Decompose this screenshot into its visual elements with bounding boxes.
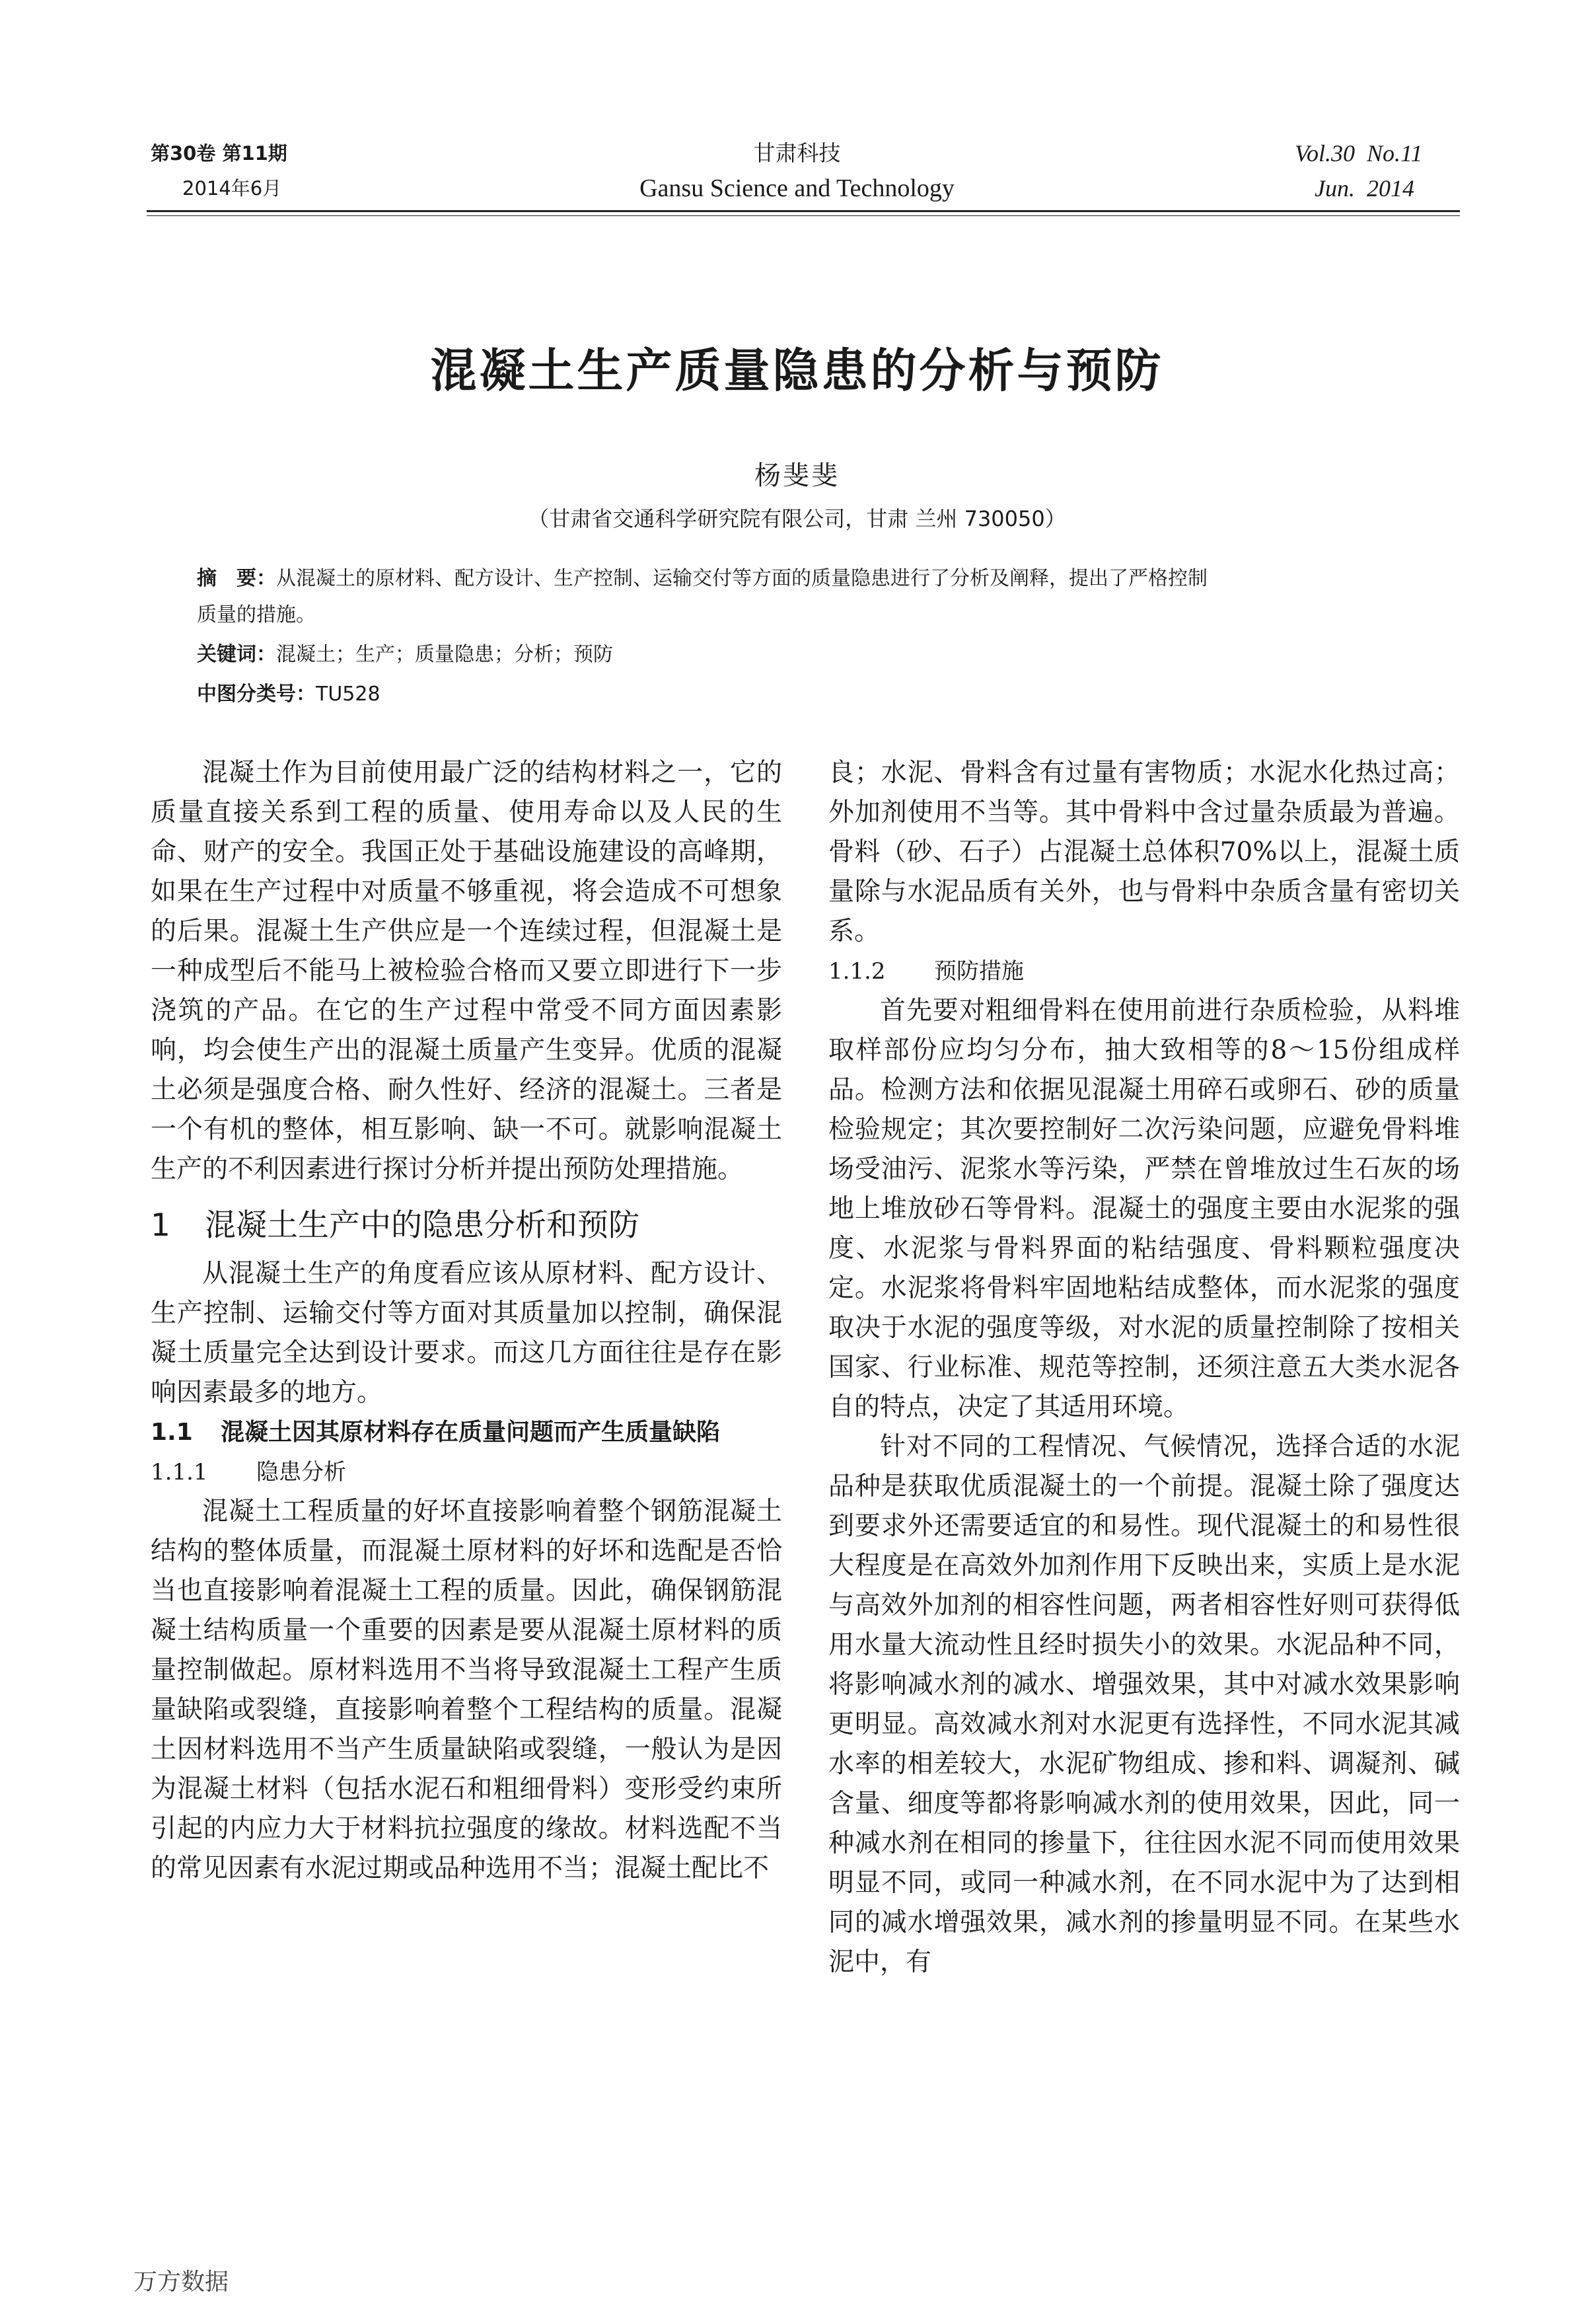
abstract-label: 摘 要： [197, 567, 276, 590]
abstract-line2: 质量的措施。 [197, 603, 316, 626]
section-1-1-2-heading [828, 952, 1460, 991]
journal-name-cn: 甘肃科技 [753, 140, 841, 166]
right-column [828, 753, 1460, 1982]
page-title: 混凝土生产质量隐患的分析与预防 [430, 344, 1164, 398]
section-1-1-1-number: 1.1.1 [151, 1459, 208, 1485]
section-1-title: 混凝土生产中的隐患分析和预防 [205, 1207, 639, 1244]
left-column [151, 753, 782, 1889]
prevention-paragraph-2: 针对不同的工程情况、气候情况，选择合适的水泥品种是获取优质混凝土的一个前提。混凝土除了强度达到要求外还需要适宜的和易性。现代混凝土的和易性很大程度是在高效外加剂作用下反映出来，实质上是水泥与高效外加剂的相容性问题，两者相容性好则可获得低用水量大流动性且经时损失小的效果。水泥品种不同，将影响减水剂的减水、增强效果，其中对减水效果影响更明显。高效减水剂对水泥更有选择性，不同水泥其减水率的相差较大，水泥矿物组成、掺和料、调凝剂、碱含量、细度等都将影响减水剂的使用效果，因此，同一种减水剂在相同的掺量下，往往因水泥不同而使用效果明显不同，或同一种减水剂，在不同水泥中为了达到相同的减水增强效果，减水剂的掺量明显不同。在某些水泥中，有 [828, 1432, 1460, 1977]
section-1-1-heading [151, 1413, 782, 1452]
section-1-1-2-title: 预防措施 [934, 958, 1024, 985]
section-1-heading [151, 1204, 782, 1248]
classification-line [197, 677, 380, 712]
journal-volume-en: Vol.30 No.11 [1295, 140, 1423, 167]
section-1-1-1-heading [151, 1452, 782, 1492]
journal-volume-issue: 第30卷 第11期 [151, 142, 287, 165]
prevention-paragraph-1: 首先要对粗细骨料在使用前进行杂质检验，从料堆取样部份应均匀分布，抽大致相等的8～15份组成样品。检测方法和依据见混凝土用碎石或卵石、砂的质量检验规定；其次要控制好二次污染问题，应避免骨料堆场受油污、泥浆水等污染，严禁在曾堆放过生石灰的场地上堆放砂石等骨料。混凝土的强度主要由水泥浆的强度、水泥浆与骨料界面的粘结强度、骨料颗粒强度决定。水泥浆将骨料牢固地粘结成整体，而水泥浆的强度取决于水泥的强度等级，对水泥的质量控制除了按相关国家、行业标准、规范等控制，还须注意五大类水泥各自的特点，决定了其适用环境。 [828, 996, 1460, 1422]
section-1-1-number: 1.1 [151, 1419, 193, 1446]
journal-date-en: Jun. 2014 [1315, 175, 1414, 202]
section-1-paragraph: 从混凝土生产的角度看应该从原材料、配方设计、生产控制、运输交付等方面对其质量加以控制，确保混凝土质量完全达到设计要求。而这几方面往往是存在影响因素最多的地方。 [151, 1259, 782, 1407]
author-name: 杨斐斐 [754, 461, 840, 491]
section-1-number: 1 [151, 1207, 170, 1244]
keywords-text: 混凝土；生产；质量隐患；分析；预防 [276, 643, 613, 666]
classification-label: 中图分类号： [197, 683, 316, 706]
continued-paragraph: 良；水泥、骨料含有过量有害物质；水泥水化热过高；外加剂使用不当等。其中骨料中含过量杂质最为普遍。骨料（砂、石子）占混凝土总体积70%以上，混凝土质量除与水泥品质有关外，也与骨料中杂质含量有密切关系。 [828, 758, 1460, 946]
journal-date: 2014年6月 [182, 177, 282, 200]
section-1-1-1-title: 隐患分析 [256, 1459, 346, 1485]
classification-code: TU528 [316, 683, 380, 706]
header-rule-thin [147, 215, 1460, 216]
footer-watermark: 万方数据 [133, 2268, 229, 2296]
journal-name-en: Gansu Science and Technology [639, 174, 955, 202]
section-1-1-2-number: 1.1.2 [828, 958, 886, 985]
keywords-line [197, 638, 613, 672]
section-1-1-1-paragraph: 混凝土工程质量的好坏直接影响着整个钢筋混凝土结构的整体质量，而混凝土原材料的好坏和选配是否恰当也直接影响着混凝土工程的质量。因此，确保钢筋混凝土结构质量一个重要的因素是要从混凝土原材料的质量控制做起。原材料选用不当将导致混凝土工程产生质量缺陷或裂缝，直接影响着整个工程结构的质量。混凝土因材料选用不当产生质量缺陷或裂缝，一般认为是因为混凝土材料（包括水泥石和粗细骨料）变形受约束所引起的内应力大于材料抗拉强度的缘故。材料选配不当的常见因素有水泥过期或品种选用不当；混凝土配比不 [151, 1497, 782, 1883]
abstract-text: 从混凝土的原材料、配方设计、生产控制、运输交付等方面的质量隐患进行了分析及阐释，提出了严格控制 [276, 567, 1208, 590]
header-rule-thick [147, 210, 1460, 212]
intro-paragraph: 混凝土作为目前使用最广泛的结构材料之一，它的质量直接关系到工程的质量、使用寿命以及人民的生命、财产的安全。我国正处于基础设施建设的高峰期，如果在生产过程中对质量不够重视，将会造成不可想象的后果。混凝土生产供应是一个连续过程，但混凝土是一种成型后不能马上被检验合格而又要立即进行下一步浇筑的产品。在它的生产过程中常受不同方面因素影响，均会使生产出的混凝土质量产生变异。优质的混凝土必须是强度合格、耐久性好、经济的混凝土。三者是一个有机的整体，相互影响、缺一不可。就影响混凝土生产的不利因素进行探讨分析并提出预防处理措施。 [151, 758, 782, 1184]
keywords-label: 关键词： [197, 643, 276, 666]
abstract-line1 [197, 562, 1208, 596]
author-affiliation: （甘肃省交通科学研究院有限公司，甘肃 兰州 730050） [528, 506, 1066, 531]
section-1-1-title: 混凝土因其原材料存在质量问题而产生质量缺陷 [221, 1419, 721, 1446]
